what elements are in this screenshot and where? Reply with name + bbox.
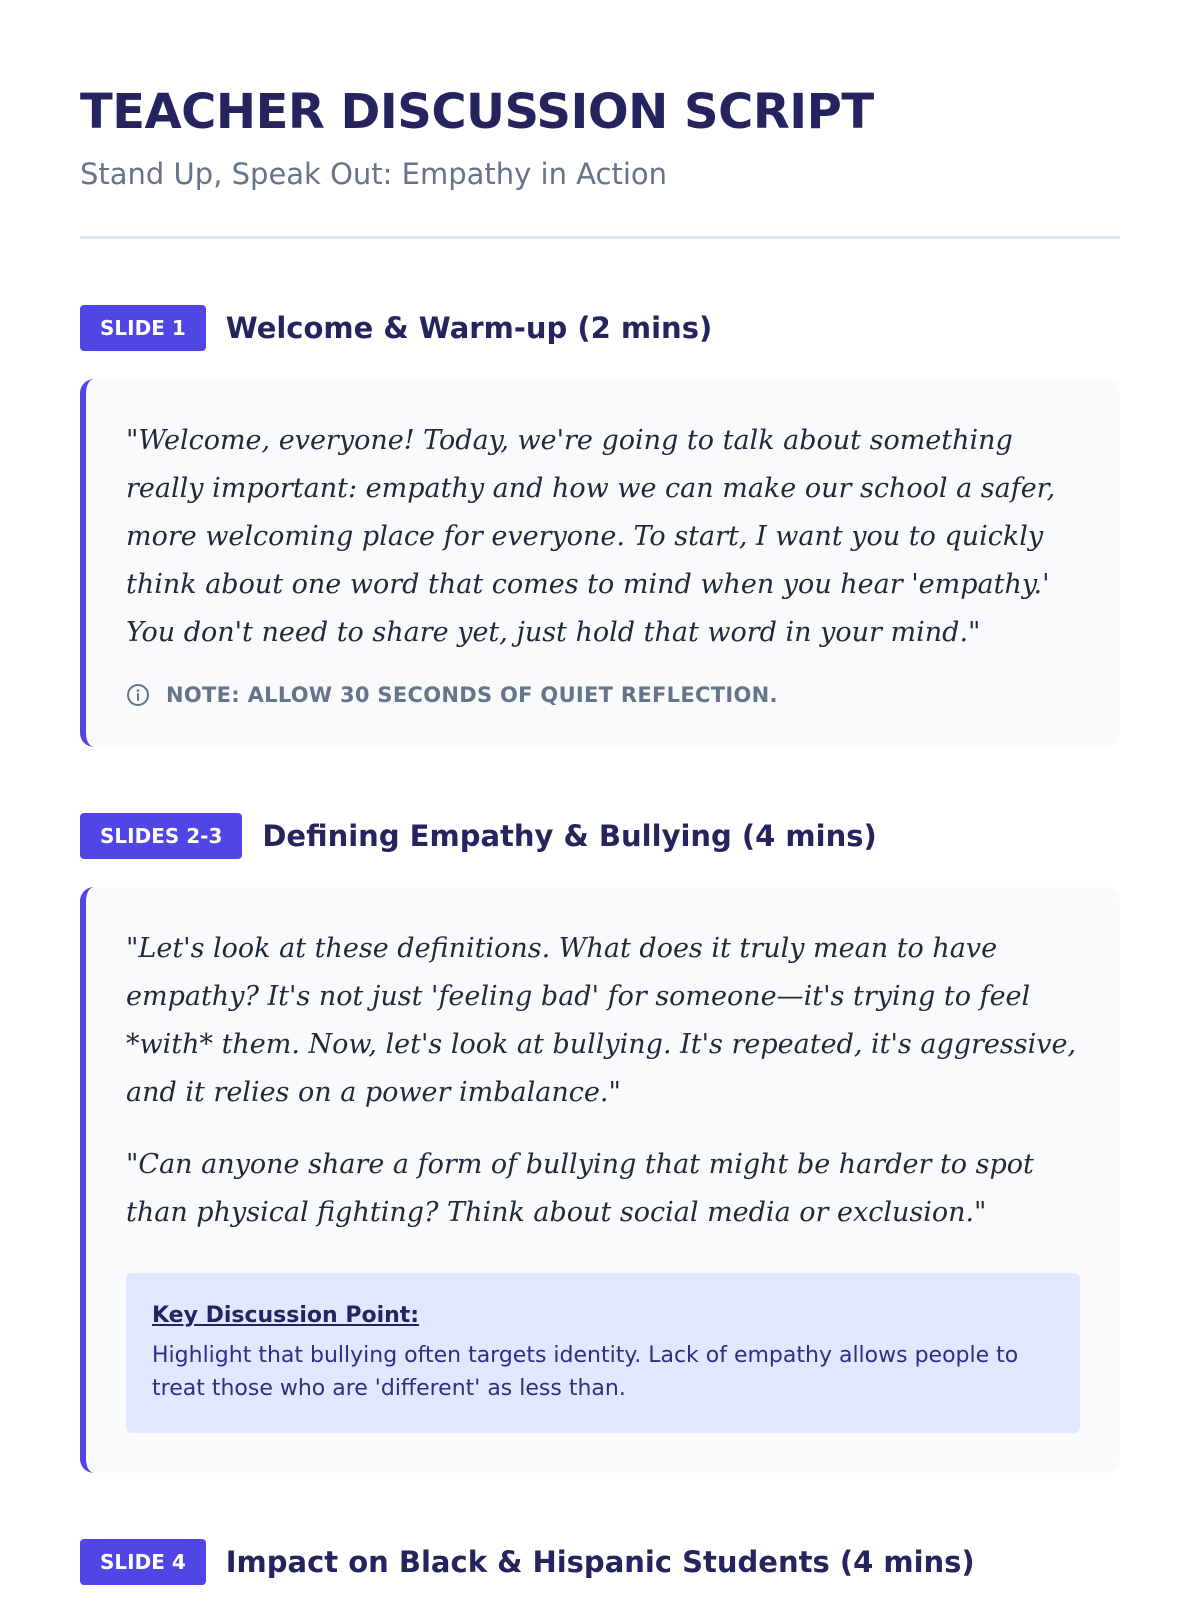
- info-icon: [126, 683, 150, 707]
- note-row: [126, 683, 1080, 707]
- key-point-title: Key Discussion Point:: [152, 1303, 420, 1328]
- script-card: [80, 379, 1120, 747]
- slide-badge: SLIDE 1: [80, 305, 206, 351]
- key-point-text: Highlight that bullying often targets identity. Lack of empathy allows people to treat those who are 'different' as less than.: [152, 1343, 1019, 1401]
- slide-section-1: [80, 305, 1120, 747]
- script-quote: "Let's look at these definitions. What does it truly mean to have empathy? It's not just 'feeling bad' for someone—it's trying to feel *with* them. Now, let's look at bullying. It's repeated, it's aggressive, and it relies on a power imbalance.": [126, 933, 1077, 1108]
- key-discussion-point: [126, 1273, 1080, 1433]
- page-title: TEACHER DISCUSSION SCRIPT: [80, 84, 874, 140]
- section-header: [80, 305, 1120, 351]
- section-title: Defining Empathy & Bullying (4 mins): [262, 819, 877, 853]
- slide-section-2: [80, 813, 1120, 1473]
- header-divider: [80, 236, 1120, 239]
- script-quote: "Can anyone share a form of bullying that might be harder to spot than physical fighting? Think about social media or exclusion.": [126, 1149, 1034, 1228]
- slide-badge: SLIDE 4: [80, 1539, 206, 1585]
- script-card: [80, 887, 1120, 1473]
- section-title: Impact on Black & Hispanic Students (4 mins): [225, 1545, 975, 1579]
- page-subtitle: Stand Up, Speak Out: Empathy in Action: [80, 157, 667, 191]
- slide-section-3: [80, 1539, 1120, 1585]
- script-quote: "Welcome, everyone! Today, we're going to talk about something really important: empathy and how we can make our school a safer, more welcoming place for everyone. To start, I want you to quickly think about one word that comes to mind when you hear 'empathy.' You don't need to share yet, just hold that word in your mind.": [126, 425, 1056, 648]
- slide-badge: SLIDES 2-3: [80, 813, 242, 859]
- section-header: [80, 1539, 1120, 1585]
- note-text: NOTE: ALLOW 30 SECONDS OF QUIET REFLECTION.: [166, 683, 778, 707]
- document-header: [80, 0, 1120, 239]
- section-title: Welcome & Warm-up (2 mins): [225, 311, 713, 345]
- section-header: [80, 813, 1120, 859]
